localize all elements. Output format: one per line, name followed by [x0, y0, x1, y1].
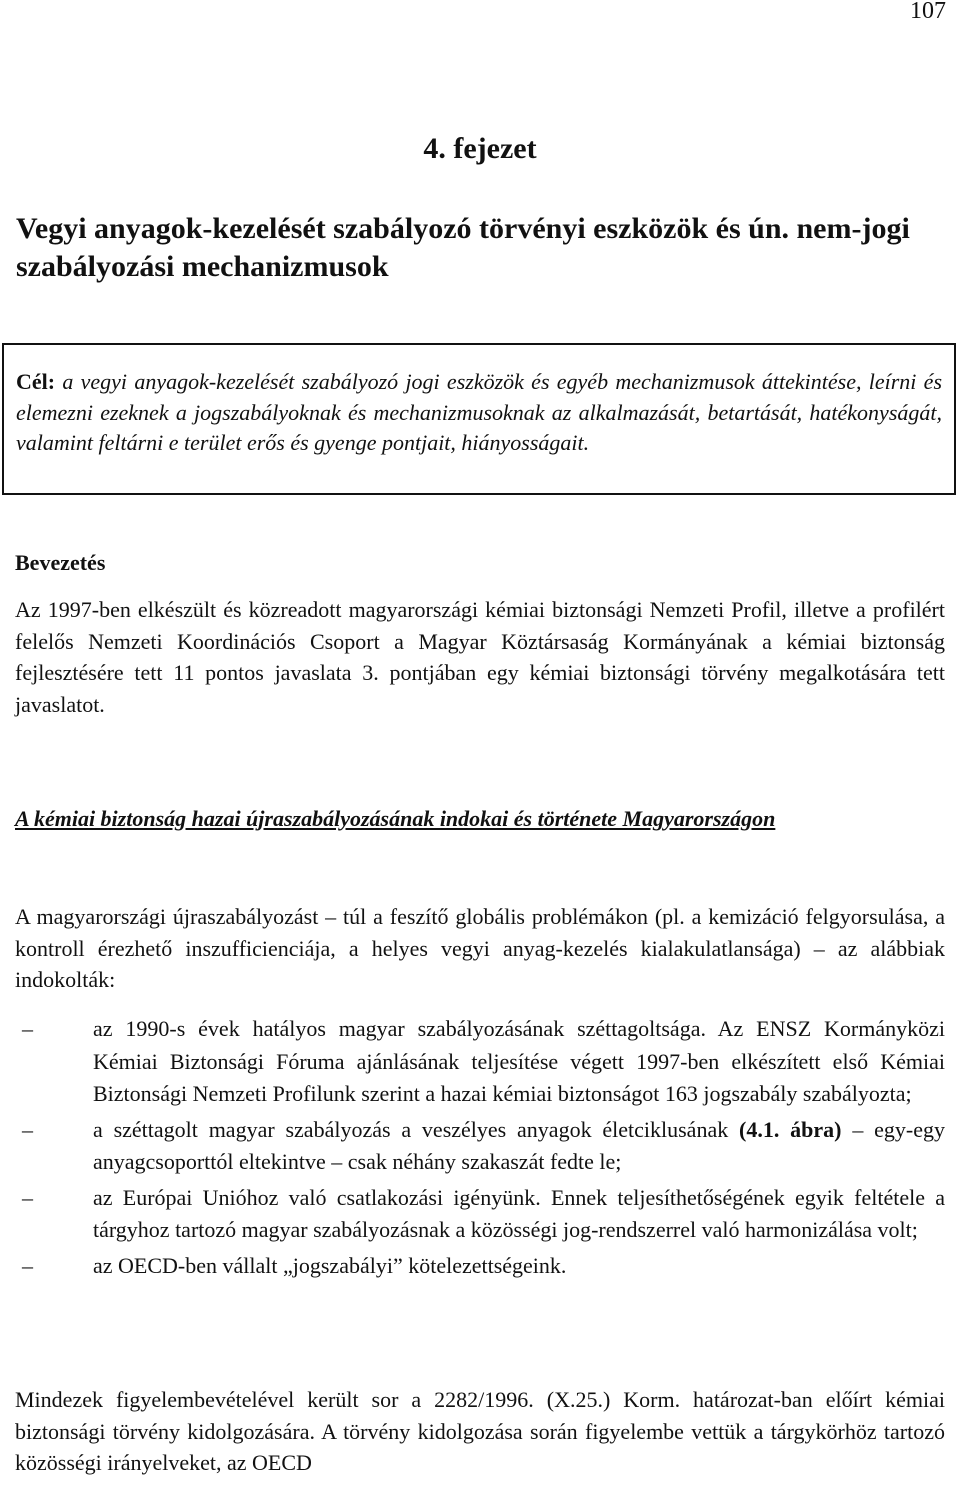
intro-paragraph: Az 1997-ben elkészült és közreadott magyarországi kémiai biztonsági Nemzeti Profil, illetve a profilért felelős Nemzeti Koordinációs Csoport a Magyar Köztársaság Kormányának a kémiai biztonság fejlesztésére tett 11 pontos javaslata 3. pontjában egy kémiai biztonsági törvény megalkotására tett javaslatot. — [15, 597, 945, 717]
dash-bullet: – — [22, 1184, 33, 1210]
goal-box — [2, 343, 956, 495]
section-paragraph: A magyarországi újraszabályozást – túl a feszítő globális problémákon (pl. a kemizáció felgyorsulása, a kontroll érezhető inszufficienciája, a helyes vegyi anyag-kezelés kialakulatlansága) – az alábbiak indokolták: — [15, 904, 945, 992]
dash-bullet: – — [22, 1252, 33, 1278]
dash-bullet: – — [22, 1116, 33, 1142]
list-item-text: az 1990-s évek hatályos magyar szabályozásának széttagoltsága. Az ENSZ Kormányközi Kémiai Biztonsági Fóruma ajánlásának teljesítése végett 1997-ben elkészített első Kémiai Biztonsági Nemzeti Profilunk szerint a hazai kémiai biztonságot 163 jogszabály szabályozta; — [93, 1016, 945, 1106]
list-item — [15, 1013, 945, 1111]
goal-text: a vegyi anyagok-kezelését szabályozó jogi eszközök és egyéb mechanizmusok áttekintése, leírni és elemezni ezeknek a jogszabályoknak és mechanizmusoknak az alkalmazását, betartását, hatékonyságát, valamint feltárni e terület erős és gyenge pontjait, hiányosságait. — [16, 369, 943, 455]
page-number: 107 — [910, 0, 946, 24]
list-item — [15, 1250, 945, 1283]
chapter-title: Vegyi anyagok-kezelését szabályozó törvényi eszközök és ún. nem-jogi szabályozási mechanizmusok — [16, 212, 910, 283]
reasons-list — [15, 1013, 945, 1285]
list-item-text: az OECD-ben vállalt „jogszabályi” kötelezettségeink. — [93, 1252, 567, 1278]
closing-paragraph: Mindezek figyelembevételével került sor a 2282/1996. (X.25.) Korm. határozat-ban előírt kémiai biztonsági törvény kidolgozására. A törvény kidolgozása során figyelembe vettük a tárgykörhöz tartozó közösségi irányelveket, az OECD — [15, 1387, 945, 1475]
section-heading: A kémiai biztonság hazai újraszabályozásának indokai és története Magyarországon — [15, 806, 776, 831]
dash-bullet: – — [22, 1016, 33, 1041]
chapter-heading: 4. fejezet — [423, 132, 537, 165]
list-item-text: az Európai Unióhoz való csatlakozási igényünk. Ennek teljesíthetőségének egyik feltétele a tárgyhoz tartozó magyar szabályozásnak a közösségi jog-rendszerrel való harmonizálása volt; — [93, 1184, 945, 1242]
list-item-text: – egy-egy anyagcsoporttól eltekintve – csak néhány szakaszát fedte le; — [93, 1116, 945, 1174]
intro-heading: Bevezetés — [15, 550, 106, 575]
goal-label: Cél: — [16, 369, 56, 394]
list-item-text: a széttagolt magyar szabályozás a veszélyes anyagok életciklusának — [93, 1116, 740, 1142]
list-item — [15, 1114, 945, 1179]
list-item — [15, 1182, 945, 1247]
figure-reference: (4.1. ábra) — [739, 1116, 842, 1142]
